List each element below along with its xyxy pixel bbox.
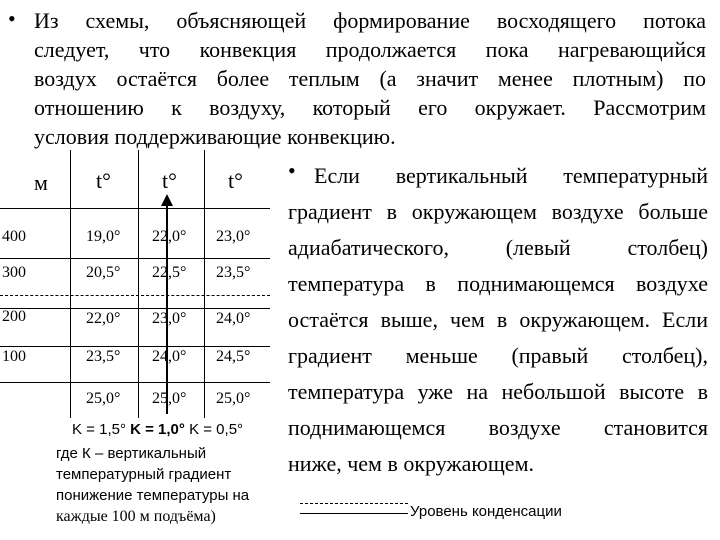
table-column-divider bbox=[204, 150, 205, 418]
table-cell: 22,0° bbox=[86, 310, 121, 327]
explanation-paragraph bbox=[288, 158, 708, 482]
table-cell: 25,0° bbox=[152, 390, 187, 407]
explanation-bullet: • bbox=[288, 158, 296, 183]
table-cell: 23,5° bbox=[86, 348, 121, 365]
row-altitude: 200 bbox=[2, 308, 26, 325]
table-cell: 24,0° bbox=[152, 348, 187, 365]
explanation-line: остаётся выше, чем в окружающем. Если bbox=[288, 307, 708, 332]
intro-bullet: • bbox=[8, 6, 16, 31]
table-cell: 25,0° bbox=[216, 390, 251, 407]
intro-line: отношению к воздуху, который его окружает. Рассмотрим bbox=[34, 95, 706, 120]
gradient-line: где К – вертикальный bbox=[56, 445, 207, 462]
table-cell: 20,5° bbox=[86, 264, 121, 281]
rising-air-arrow-shaft bbox=[166, 202, 168, 414]
condensation-legend-solid bbox=[300, 513, 408, 514]
gradient-explanation bbox=[56, 443, 266, 527]
table-cell: 22,5° bbox=[152, 264, 187, 281]
table-cell: 25,0° bbox=[86, 390, 121, 407]
table-cell: 23,5° bbox=[216, 264, 251, 281]
gradient-line: температурный градиент bbox=[56, 466, 232, 483]
explanation-line: температура в поднимающемся воздухе bbox=[288, 271, 708, 296]
explanation-line: градиент в окружающем воздухе больше bbox=[288, 199, 708, 224]
row-altitude: 400 bbox=[2, 228, 26, 245]
header-temp-mid: t° bbox=[162, 168, 177, 193]
table-cell: 23,0° bbox=[152, 310, 187, 327]
explanation-line: температура уже на небольшой высоте в bbox=[288, 379, 708, 404]
table-divider bbox=[0, 208, 270, 209]
explanation-line: Если вертикальный температурный bbox=[314, 163, 708, 188]
gradient-line: понижение температуры на bbox=[56, 487, 250, 504]
table-cell: 24,5° bbox=[216, 348, 251, 365]
explanation-line: поднимающемся воздухе становится bbox=[288, 415, 708, 440]
explanation-line: градиент меньше (правый столбец), bbox=[288, 343, 708, 368]
table-cell: 24,0° bbox=[216, 310, 251, 327]
row-altitude: 300 bbox=[2, 264, 26, 281]
header-temp-right: t° bbox=[228, 168, 243, 193]
k-right-value: K = 0,5° bbox=[189, 421, 244, 438]
table-column-divider bbox=[138, 150, 139, 418]
table-divider bbox=[0, 382, 270, 383]
rising-air-arrow-head bbox=[161, 194, 173, 206]
gradient-values bbox=[72, 421, 243, 438]
intro-line: условия поддерживающие конвекцию. bbox=[34, 124, 396, 149]
table-divider bbox=[0, 258, 270, 259]
condensation-level-line bbox=[0, 295, 270, 296]
gradient-line: каждые 100 м подъёма) bbox=[56, 508, 216, 525]
header-altitude: м bbox=[34, 170, 48, 195]
table-cell: 19,0° bbox=[86, 228, 121, 245]
explanation-line: адиабатического, (левый столбец) bbox=[288, 235, 708, 260]
condensation-label: Уровень конденсации bbox=[410, 503, 562, 520]
k-left-value: K = 1,5° bbox=[72, 421, 126, 438]
intro-line: следует, что конвекция продолжается пока нагревающийся bbox=[34, 37, 706, 62]
table-cell: 23,0° bbox=[216, 228, 251, 245]
temperature-table bbox=[0, 150, 270, 418]
table-cell: 22,0° bbox=[152, 228, 187, 245]
condensation-legend-dash bbox=[300, 503, 408, 504]
table-divider bbox=[0, 308, 270, 309]
table-column-divider bbox=[70, 150, 71, 418]
intro-line: Из схемы, объясняющей формирование восходящего потока bbox=[34, 8, 706, 33]
row-altitude: 100 bbox=[2, 348, 26, 365]
intro-line: воздух остаётся более теплым (а значит менее плотным) по bbox=[34, 66, 706, 91]
intro-paragraph bbox=[34, 6, 706, 151]
k-mid-value: K = 1,0° bbox=[130, 421, 185, 438]
explanation-line: ниже, чем в окружающем. bbox=[288, 451, 534, 476]
header-temp-left: t° bbox=[96, 168, 111, 193]
table-divider bbox=[0, 346, 270, 347]
